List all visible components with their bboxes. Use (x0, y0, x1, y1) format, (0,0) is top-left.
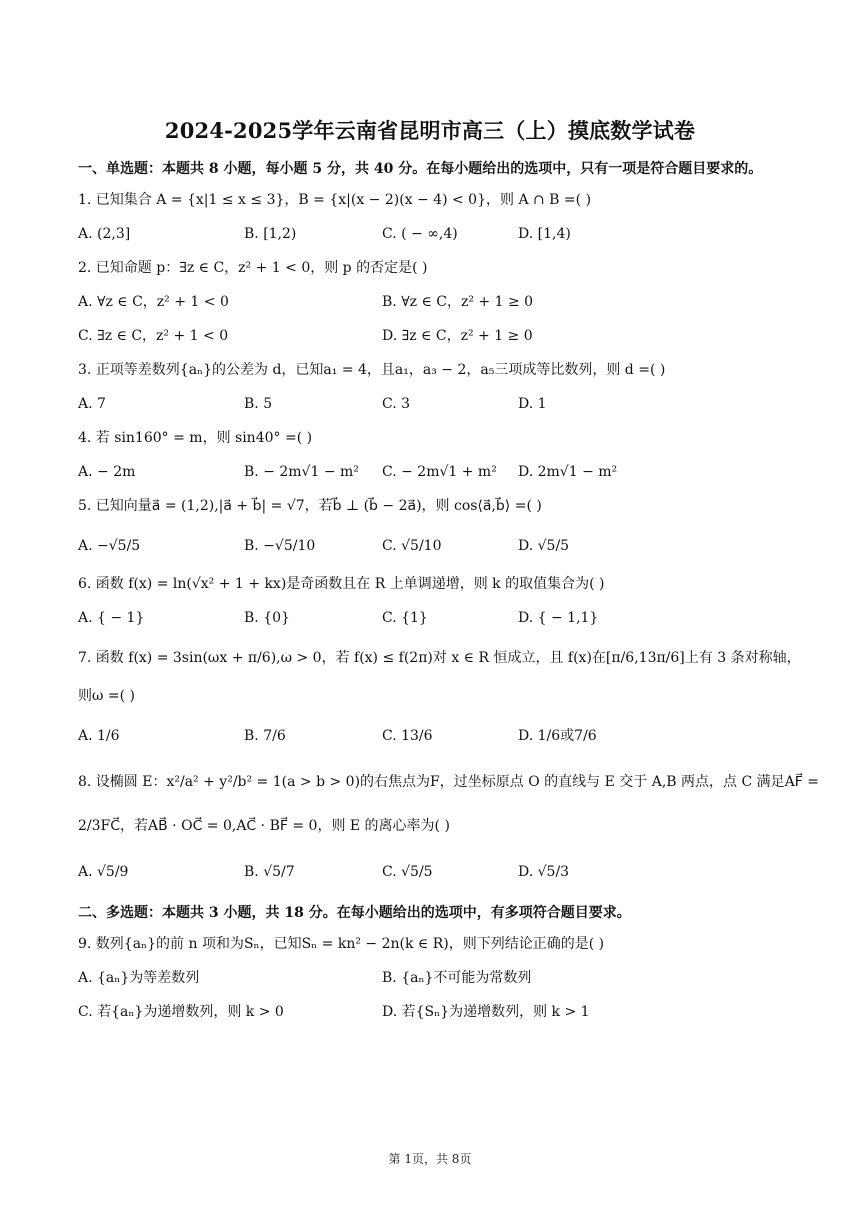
option-d: D. 若{Sₙ}为递增数列，则 k > 1 (382, 1004, 590, 1020)
option-a: A. { − 1} (78, 610, 145, 626)
question-stem: 5. 已知向量a⃗ = (1,2),|a⃗ + b⃗| = √7，若b⃗ ⊥ (b⃗ − 2a⃗)，则 cos⟨a⃗,b⃗⟩ =( ) (78, 498, 542, 514)
option-c: C. √5/5 (382, 864, 433, 880)
option-c: C. {1} (382, 610, 428, 626)
option-a: A. 1/6 (78, 728, 120, 744)
option-b: B. −√5/10 (244, 538, 316, 554)
question-stem: 8. 设椭圆 E：x²/a² + y²/b² = 1(a > b > 0)的右焦点为F，过坐标原点 O 的直线与 E 交于 A,B 两点，点 C 满足AF⃗ = (78, 774, 819, 790)
page-title: 2024-2025学年云南省昆明市高三（上）摸底数学试卷 (164, 118, 696, 143)
option-d: D. { − 1,1} (518, 610, 599, 626)
question-stem-continued: 2/3FC⃗，若AB⃗ · OC⃗ = 0,AC⃗ · BF⃗ = 0，则 E 的离心率为( ) (78, 818, 450, 834)
option-d: D. √5/5 (518, 538, 570, 554)
option-b: B. {0} (244, 610, 290, 626)
option-a: A. 7 (78, 396, 106, 412)
option-b: B. − 2m√1 − m² (244, 464, 359, 480)
option-d: D. [1,4) (518, 226, 571, 242)
option-b: B. 7/6 (244, 728, 286, 744)
option-a: A. {aₙ}为等差数列 (78, 970, 200, 986)
question-stem-continued: 则ω =( ) (78, 688, 135, 704)
option-a: A. −√5/5 (78, 538, 141, 554)
question-stem: 6. 函数 f(x) = ln(√x² + 1 + kx)是奇函数且在 R 上单调递增，则 k 的取值集合为( ) (78, 576, 605, 592)
question-stem: 1. 已知集合 A = {x|1 ≤ x ≤ 3}，B = {x|(x − 2)(x − 4) < 0}，则 A ∩ B =( ) (78, 192, 592, 208)
option-c: C. 若{aₙ}为递增数列，则 k > 0 (78, 1004, 284, 1020)
option-a: A. √5/9 (78, 864, 129, 880)
option-c: C. ( − ∞,4) (382, 226, 458, 242)
option-c: C. 3 (382, 396, 411, 412)
option-b: B. {aₙ}不可能为常数列 (382, 970, 532, 986)
option-d: D. √5/3 (518, 864, 570, 880)
option-b: B. ∀z ∈ C，z² + 1 ≥ 0 (382, 294, 534, 310)
option-c: C. ∃z ∈ C，z² + 1 < 0 (78, 328, 229, 344)
option-d: D. ∃z ∈ C，z² + 1 ≥ 0 (382, 328, 533, 344)
option-b: B. [1,2) (244, 226, 297, 242)
question-stem: 9. 数列{aₙ}的前 n 项和为Sₙ，已知Sₙ = kn² − 2n(k ∈ R)，则下列结论正确的是( ) (78, 936, 605, 952)
option-c: C. 13/6 (382, 728, 433, 744)
question-stem: 2. 已知命题 p：∃z ∈ C，z² + 1 < 0，则 p 的否定是( ) (78, 260, 428, 276)
option-a: A. − 2m (78, 464, 136, 480)
page-footer: 第 1页，共 8页 (388, 1152, 472, 1166)
section-heading-single-choice: 一、单选题：本题共 8 小题，每小题 5 分，共 40 分。在每小题给出的选项中，只有一项是符合题目要求的。 (78, 161, 763, 177)
option-c: C. √5/10 (382, 538, 442, 554)
option-b: B. √5/7 (244, 864, 295, 880)
question-stem: 7. 函数 f(x) = 3sin(ωx + π/6),ω > 0，若 f(x) ≤ f(2π)对 x ∈ R 恒成立，且 f(x)在[π/6,13π/6]上有 3 条对称轴， (78, 650, 801, 666)
option-a: A. (2,3] (78, 226, 131, 242)
option-d: D. 2m√1 − m² (518, 464, 618, 480)
question-stem: 3. 正项等差数列{aₙ}的公差为 d，已知a₁ = 4，且a₁，a₃ − 2，a₅三项成等比数列，则 d =( ) (78, 362, 666, 378)
section-heading-multiple-choice: 二、多选题：本题共 3 小题，共 18 分。在每小题给出的选项中，有多项符合题目要求。 (78, 905, 631, 921)
option-b: B. 5 (244, 396, 273, 412)
option-d: D. 1 (518, 396, 547, 412)
option-a: A. ∀z ∈ C，z² + 1 < 0 (78, 294, 229, 310)
question-stem: 4. 若 sin160° = m，则 sin40° =( ) (78, 430, 313, 446)
option-c: C. − 2m√1 + m² (382, 464, 497, 480)
option-d: D. 1/6或7/6 (518, 728, 597, 744)
